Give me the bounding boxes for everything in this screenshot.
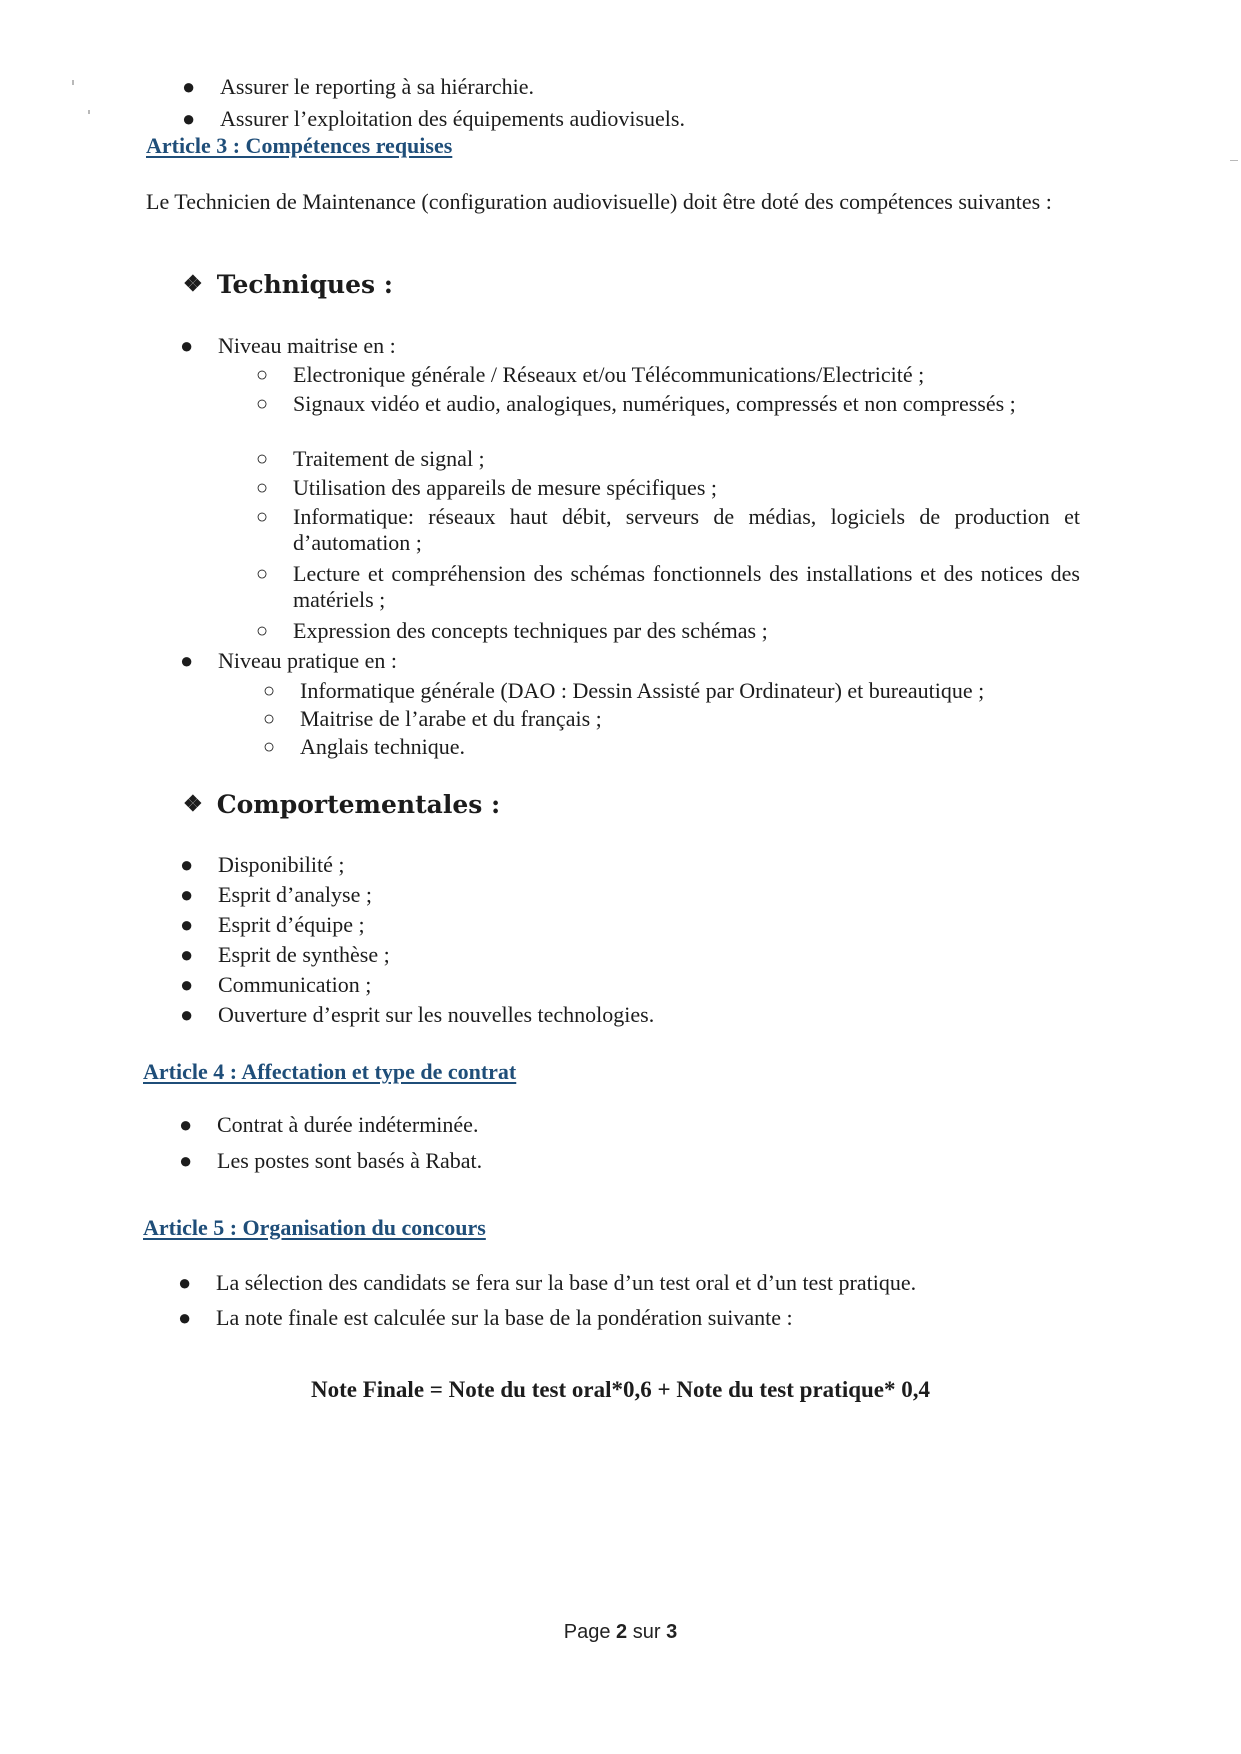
bullet-dot-icon: ● (180, 333, 194, 358)
comportementale-item: ● Esprit de synthèse ; (180, 942, 390, 967)
bullet-dot-icon: ● (178, 1305, 192, 1330)
final-grade-formula: Note Finale = Note du test oral*0,6 + Note du test pratique* 0,4 (310, 1377, 931, 1402)
top-bullet: ● Assurer l’exploitation des équipements audiovisuels. (182, 106, 685, 131)
maitrise-item: ○ Lecture et compréhension des schémas fonctionnels des installations et des notices des matériels ; (256, 561, 1080, 612)
maitrise-item: ○ Expression des concepts techniques par des schémas ; (256, 618, 768, 643)
article-5-item: ● La sélection des candidats se fera sur la base d’un test oral et d’un test pratique. (178, 1270, 917, 1295)
scan-mark (72, 80, 74, 85)
bullet-dot-icon: ● (180, 912, 194, 937)
circle-bullet-icon: ○ (256, 364, 269, 386)
article-4-item: ● Les postes sont basés à Rabat. (179, 1148, 483, 1173)
bullet-dot-icon: ● (180, 882, 194, 907)
circle-bullet-icon: ○ (256, 448, 269, 470)
scan-mark (1230, 160, 1238, 161)
comportementale-item: ● Esprit d’équipe ; (180, 912, 365, 937)
article-4-item: ● Contrat à durée indéterminée. (179, 1112, 479, 1137)
maitrise-label: ● Niveau maitrise en : (180, 333, 396, 358)
pratique-item: ○ Maitrise de l’arabe et du français ; (263, 706, 602, 731)
maitrise-item: ○ Informatique: réseaux haut débit, serveurs de médias, logiciels de production et d’automation ; (256, 504, 1080, 555)
bullet-dot-icon: ● (180, 852, 194, 877)
techniques-heading: ❖ Techniques : (183, 270, 394, 299)
circle-bullet-icon: ○ (263, 708, 276, 730)
bullet-dot-icon: ● (182, 74, 196, 99)
bullet-dot-icon: ● (178, 1270, 192, 1295)
scan-mark (88, 110, 90, 114)
bullet-dot-icon: ● (180, 648, 194, 673)
bullet-dot-icon: ● (182, 106, 196, 131)
maitrise-item: ○ Traitement de signal ; (256, 446, 485, 471)
article-3-heading: Article 3 : Compétences requises (146, 133, 453, 158)
maitrise-item: ○ Utilisation des appareils de mesure spécifiques ; (256, 475, 717, 500)
maitrise-item: ○ Electronique générale / Réseaux et/ou Télécommunications/Electricité ; (256, 362, 925, 387)
comportementale-item: ● Ouverture d’esprit sur les nouvelles technologies. (180, 1002, 655, 1027)
comportementale-item: ● Esprit d’analyse ; (180, 882, 372, 907)
current-page-number: 2 (616, 1621, 628, 1643)
bullet-dot-icon: ● (179, 1112, 193, 1137)
pratique-label: ● Niveau pratique en : (180, 648, 397, 673)
top-bullet: ● Assurer le reporting à sa hiérarchie. (182, 74, 534, 99)
bullet-dot-icon: ● (179, 1148, 193, 1173)
circle-bullet-icon: ○ (256, 563, 269, 585)
circle-bullet-icon: ○ (263, 680, 276, 702)
circle-bullet-icon: ○ (256, 393, 269, 415)
article-4-heading: Article 4 : Affectation et type de contrat (143, 1059, 517, 1084)
comportementale-item: ● Communication ; (180, 972, 372, 997)
circle-bullet-icon: ○ (256, 477, 269, 499)
article-5-item: ● La note finale est calculée sur la base de la pondération suivante : (178, 1305, 793, 1330)
pratique-item: ○ Anglais technique. (263, 734, 465, 759)
article-3-intro: Le Technicien de Maintenance (configuration audiovisuelle) doit être doté des compétences suivantes : (146, 189, 1052, 214)
article-5-heading: Article 5 : Organisation du concours (143, 1215, 486, 1240)
diamond-bullet-icon: ❖ (183, 271, 203, 297)
pratique-item: ○ Informatique générale (DAO : Dessin Assisté par Ordinateur) et bureautique ; (263, 678, 985, 703)
comportementale-item: ● Disponibilité ; (180, 852, 345, 877)
bullet-dot-icon: ● (180, 972, 194, 997)
circle-bullet-icon: ○ (256, 620, 269, 642)
page-footer: Page 2 sur 3 (563, 1621, 678, 1643)
bullet-dot-icon: ● (180, 942, 194, 967)
circle-bullet-icon: ○ (256, 506, 269, 528)
bullet-dot-icon: ● (180, 1002, 194, 1027)
comportementales-heading: ❖ Comportementales : (183, 790, 501, 819)
total-page-number: 3 (666, 1621, 678, 1643)
circle-bullet-icon: ○ (263, 736, 276, 758)
maitrise-item: ○ Signaux vidéo et audio, analogiques, numériques, compressés et non compressés ; (256, 391, 1016, 416)
diamond-bullet-icon: ❖ (183, 791, 203, 817)
